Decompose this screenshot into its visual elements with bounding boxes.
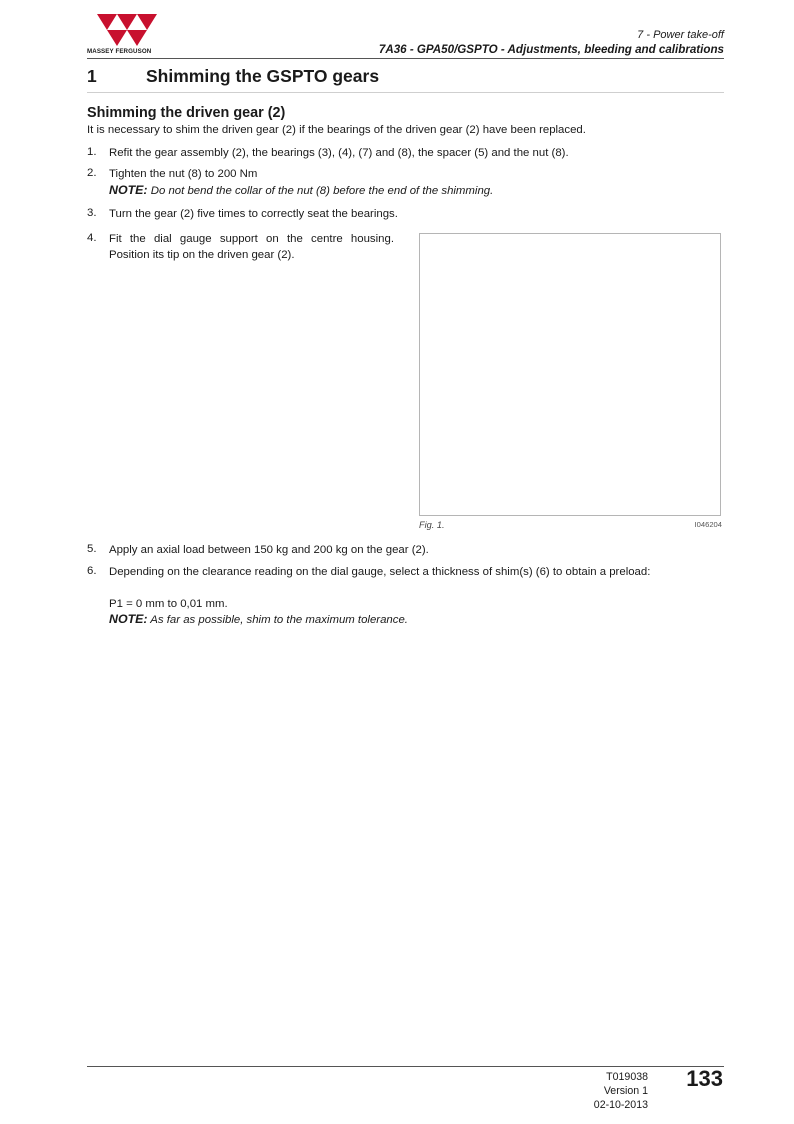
step-3-number: 3.	[87, 207, 97, 219]
figure-image-placeholder	[419, 233, 721, 516]
step-6-number: 6.	[87, 565, 97, 577]
header-chapter-title: 7A36 - GPA50/GSPTO - Adjustments, bleeding and calibrations	[378, 43, 724, 56]
step-5-number: 5.	[87, 543, 97, 555]
page-title: Shimming the GSPTO gears	[146, 66, 380, 86]
heading-number: 1	[87, 66, 97, 86]
step-2-text: Tighten the nut (8) to 200 Nm	[109, 168, 258, 180]
step-4-number: 4.	[87, 232, 97, 244]
document-number: T019038	[606, 1071, 648, 1083]
figure-id: I046204	[694, 520, 722, 529]
step-5-text: Apply an axial load between 150 kg and 200 kg on the gear (2).	[109, 544, 429, 556]
document-date: 02-10-2013	[593, 1099, 648, 1111]
note-text: Do not bend the collar of the nut (8) before the end of the shimming.	[150, 185, 494, 197]
step-6-note	[109, 612, 408, 626]
subsection-title: Shimming the driven gear (2)	[87, 105, 286, 121]
step-4-text: Fit the dial gauge support on the centre housing. Position its tip on the driven gear (2).	[109, 233, 394, 261]
brand-name: MASSEY FERGUSON	[87, 48, 152, 55]
note-text: As far as possible, shim to the maximum tolerance.	[150, 614, 408, 626]
note-label: NOTE:	[109, 183, 148, 197]
header-divider	[87, 58, 724, 59]
note-label: NOTE:	[109, 612, 148, 626]
footer-doc-info	[594, 1070, 648, 1112]
step-1-number: 1.	[87, 146, 97, 158]
triple-triangle-icon	[87, 12, 167, 48]
step-2-note	[109, 183, 493, 197]
step-6-text: Depending on the clearance reading on the dial gauge, select a thickness of shim(s) (6) to obtain a preload:	[109, 566, 651, 578]
document-version: Version 1	[603, 1085, 648, 1097]
header-section-title: 7 - Power take-off	[637, 29, 724, 41]
intro-paragraph: It is necessary to shim the driven gear (2) if the bearings of the driven gear (2) have been replaced.	[87, 124, 586, 136]
step-1-text: Refit the gear assembly (2), the bearings (3), (4), (7) and (8), the spacer (5) and the nut (8).	[109, 147, 569, 159]
step-3-text: Turn the gear (2) five times to correctly seat the bearings.	[109, 208, 398, 220]
footer-divider	[87, 1066, 724, 1067]
page-number: 133	[686, 1066, 723, 1091]
figure-caption: Fig. 1.	[419, 520, 445, 530]
step-2-number: 2.	[87, 167, 97, 179]
title-divider	[87, 92, 724, 93]
step-6-tolerance: P1 = 0 mm to 0,01 mm.	[109, 598, 228, 610]
